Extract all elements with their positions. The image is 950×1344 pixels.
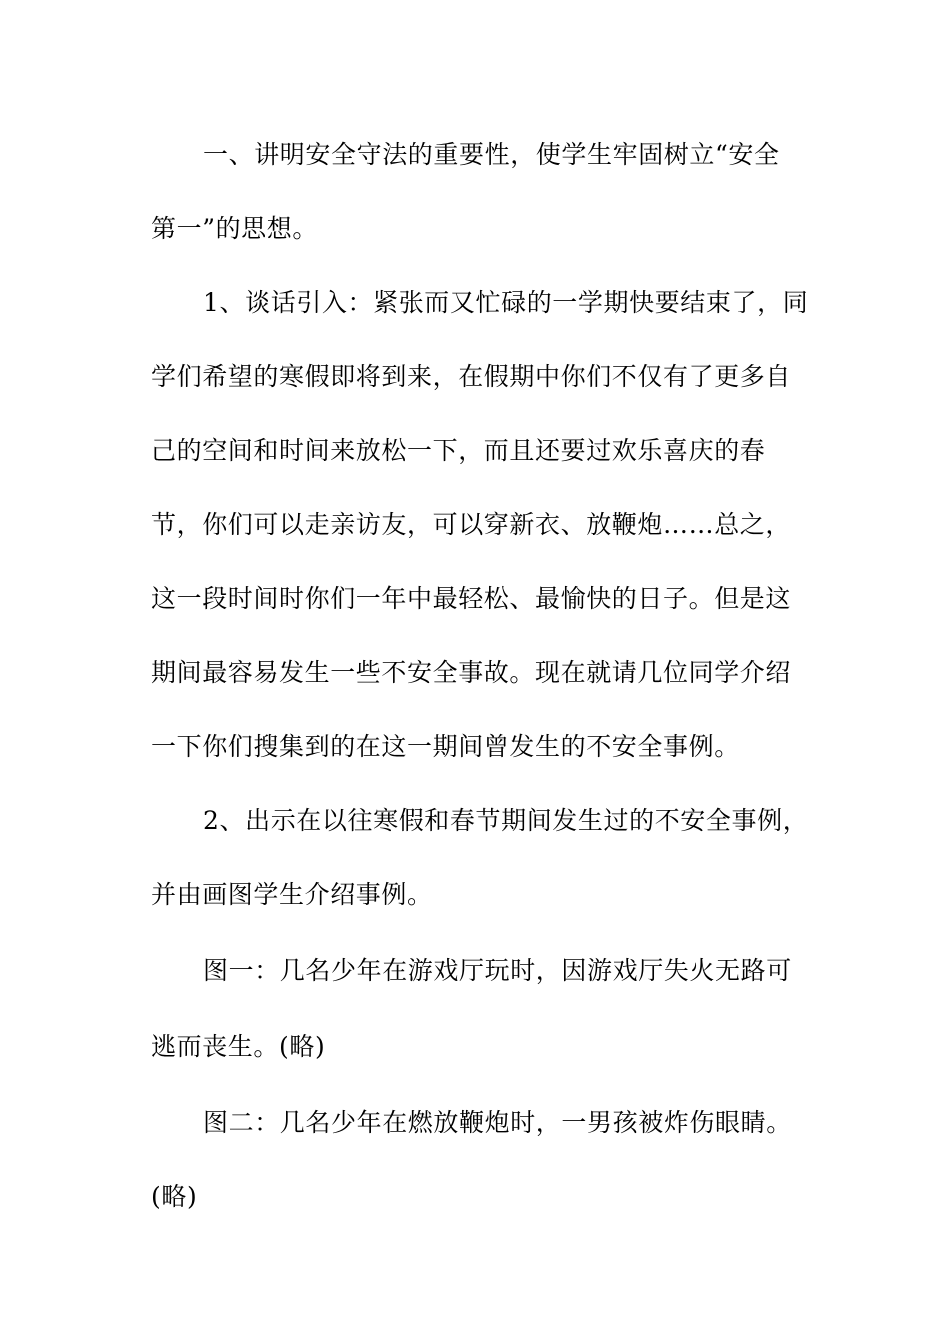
paragraph-3-line-1: 2、出示在以往寒假和春节期间发生过的不安全事例， xyxy=(203,806,809,835)
paragraph-2-line-3: 己的空间和时间来放松一下，而且还要过欢乐喜庆的春 xyxy=(151,436,766,465)
paragraph-5-line-2: (略) xyxy=(151,1182,198,1211)
paragraph-5-line-1: 图二：几名少年在燃放鞭炮时，一男孩被炸伤眼睛。 xyxy=(203,1108,792,1137)
paragraph-2-line-4: 节，你们可以走亲访友，可以穿新衣、放鞭炮……总之， xyxy=(151,510,792,539)
paragraph-4-line-2: 逃而丧生。(略) xyxy=(151,1032,326,1061)
paragraph-1-line-2: 第一”的思想。 xyxy=(151,214,318,243)
paragraph-2-line-7: 一下你们搜集到的在这一期间曾发生的不安全事例。 xyxy=(151,732,740,761)
paragraph-4-line-1: 图一：几名少年在游戏厅玩时，因游戏厅失火无路可 xyxy=(203,956,792,985)
paragraph-2-line-6: 期间最容易发生一些不安全事故。现在就请几位同学介绍 xyxy=(151,658,792,687)
paragraph-3-line-2: 并由画图学生介绍事例。 xyxy=(151,880,433,909)
paragraph-2-line-1: 1、谈话引入：紧张而又忙碌的一学期快要结束了，同 xyxy=(203,288,809,317)
paragraph-2-line-2: 学们希望的寒假即将到来，在假期中你们不仅有了更多自 xyxy=(151,362,792,391)
paragraph-1-line-1: 一、讲明安全守法的重要性，使学生牢固树立“安全 xyxy=(203,140,780,169)
paragraph-2-line-5: 这一段时间时你们一年中最轻松、最愉快的日子。但是这 xyxy=(151,584,792,613)
